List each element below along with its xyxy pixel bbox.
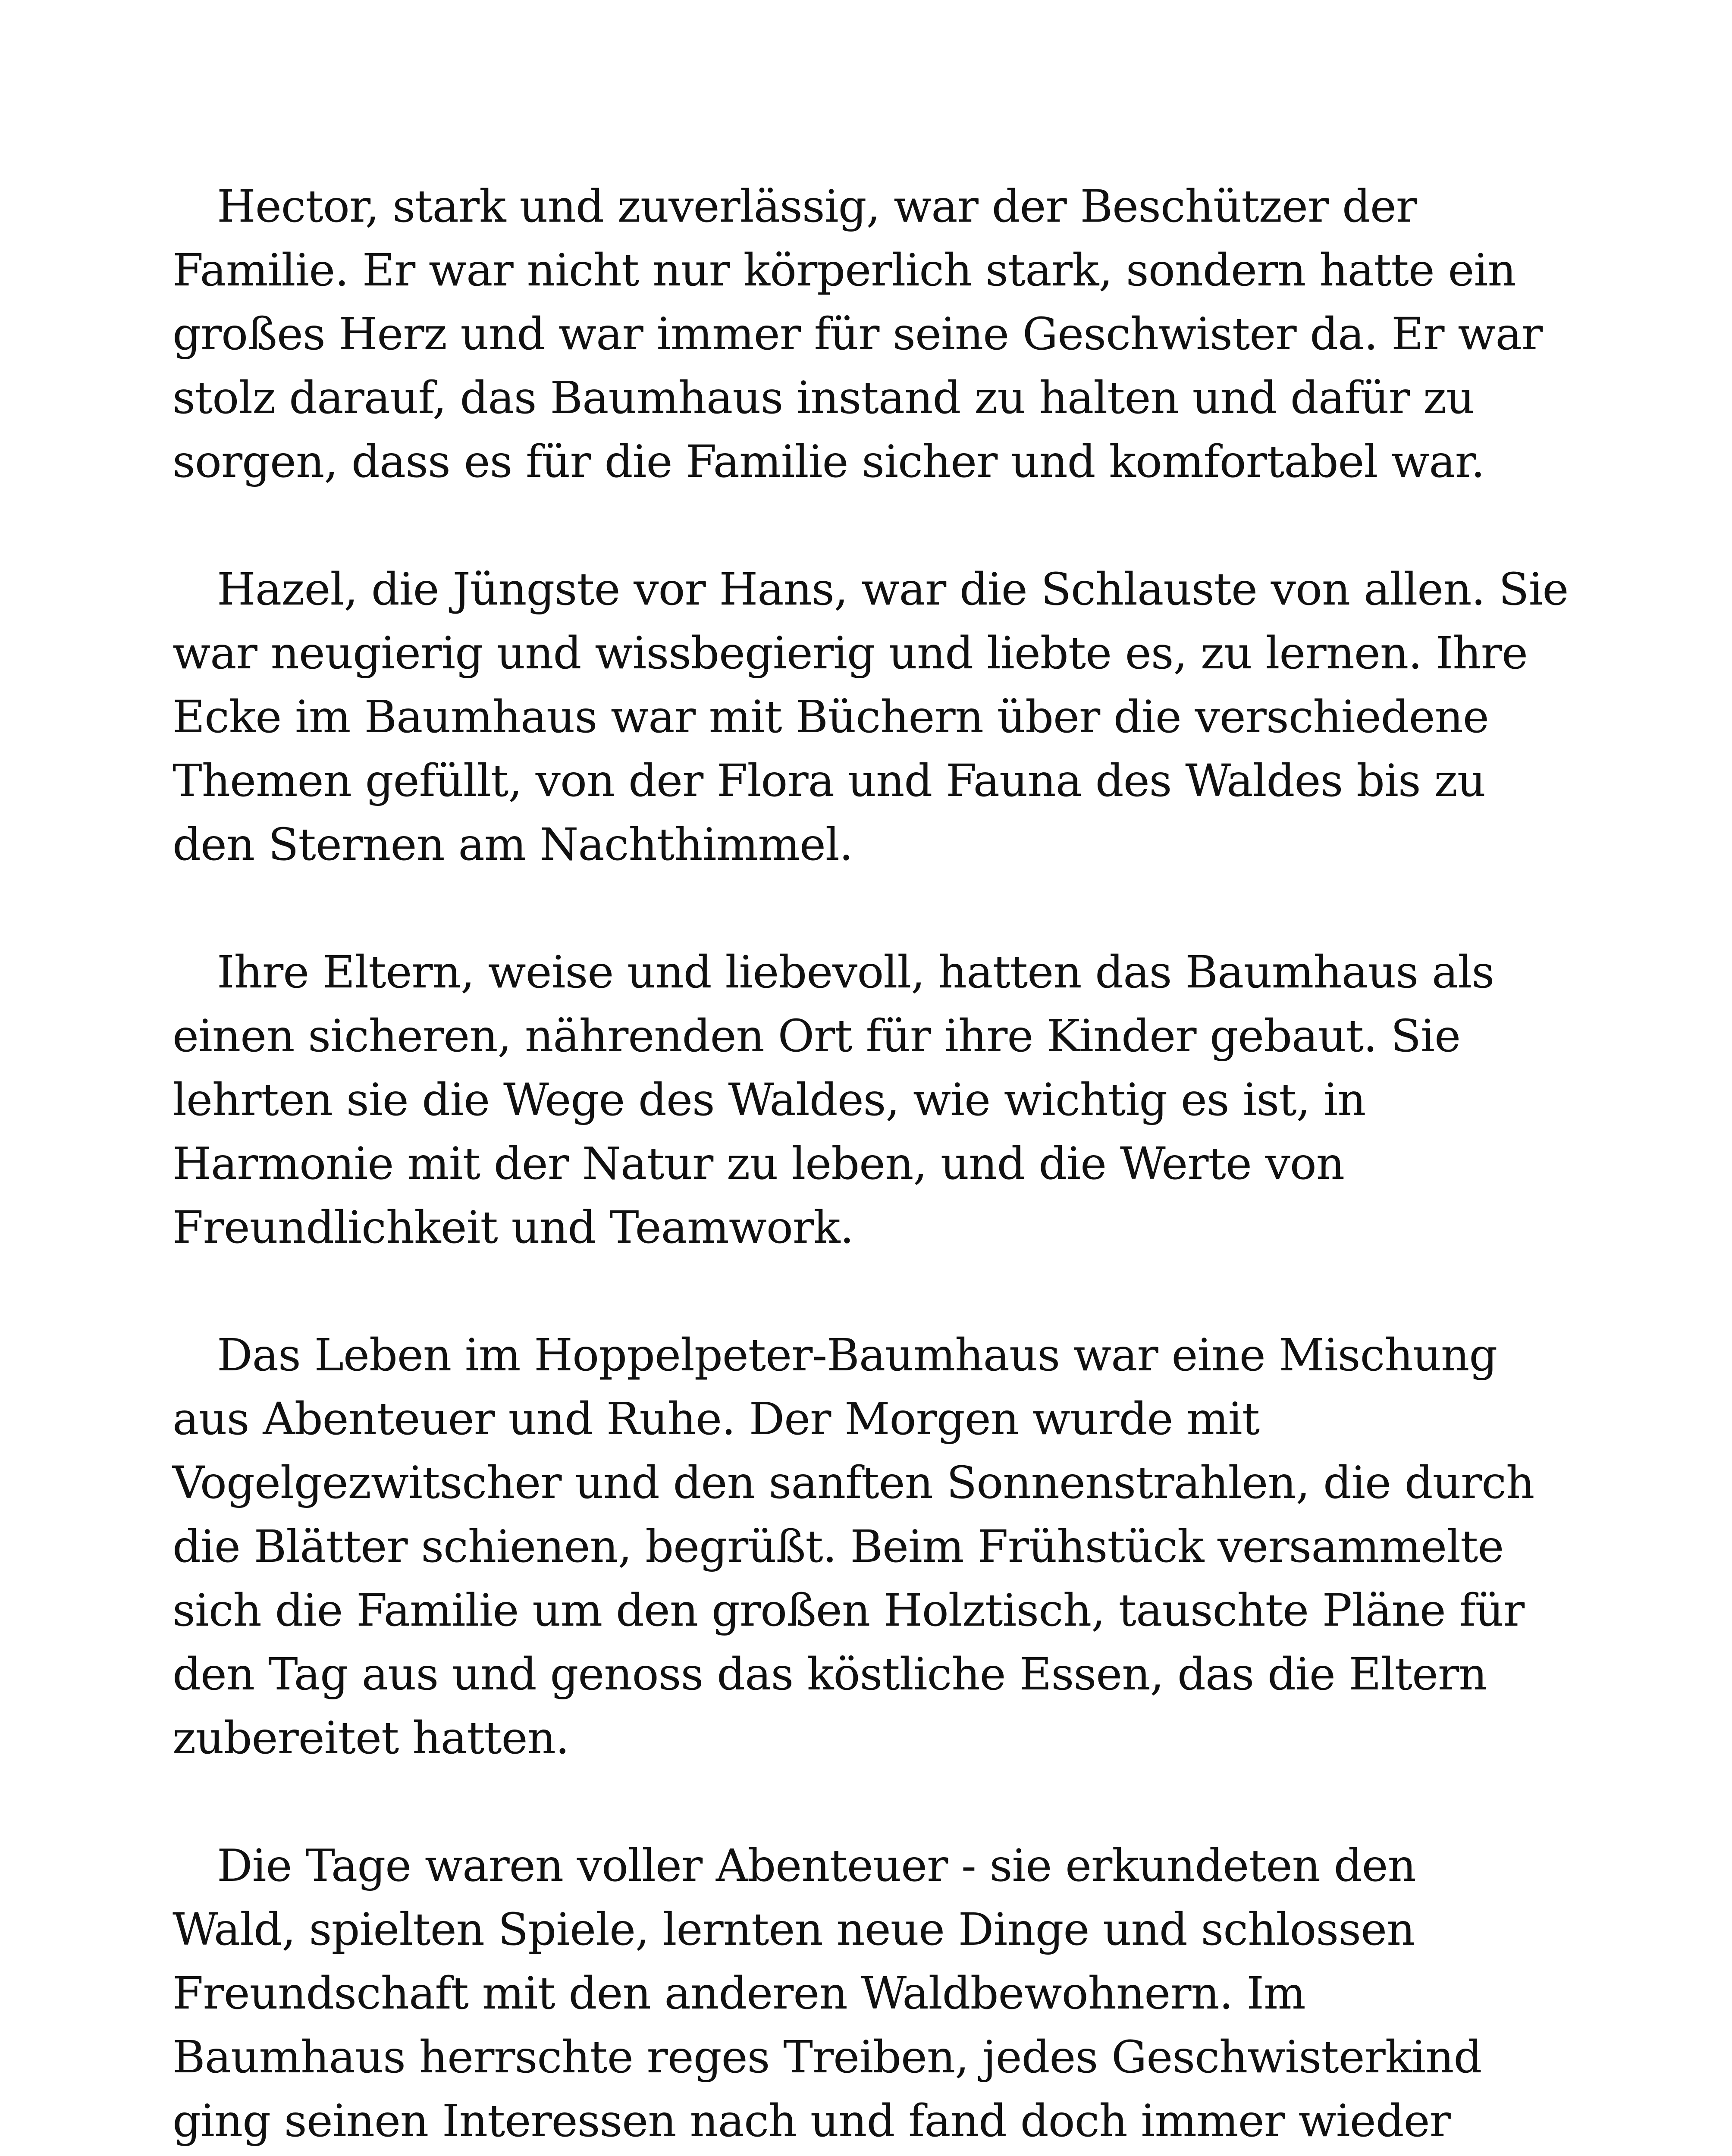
text-line: aus Abenteuer und Ruhe. Der Morgen wurde mit bbox=[173, 1393, 1260, 1445]
text-line: lehrten sie die Wege des Waldes, wie wichtig es ist, in bbox=[173, 1074, 1366, 1126]
text-line: Familie. Er war nicht nur körperlich stark, sondern hatte ein bbox=[173, 244, 1516, 296]
paragraph-tage bbox=[173, 1834, 1604, 2153]
text-line: war neugierig und wissbegierig und liebte es, zu lernen. Ihre bbox=[173, 627, 1528, 679]
text-line: Baumhaus herrschte reges Treiben, jedes Geschwisterkind bbox=[173, 2031, 1482, 2083]
text-line: die Blätter schienen, begrüßt. Beim Frühstück versammelte bbox=[173, 1521, 1504, 1573]
text-line: Hazel, die Jüngste vor Hans, war die Schlauste von allen. Sie bbox=[217, 564, 1569, 615]
paragraph-leben bbox=[173, 1323, 1604, 1770]
text-line: sich die Familie um den großen Holztisch, tauschte Pläne für bbox=[173, 1585, 1525, 1636]
text-line: ging seinen Interessen nach und fand doch immer wieder bbox=[173, 2095, 1450, 2147]
text-line: zubereitet hatten. bbox=[173, 1712, 569, 1764]
text-line: sorgen, dass es für die Familie sicher und komfortabel war. bbox=[173, 436, 1485, 488]
text-line: Ihre Eltern, weise und liebevoll, hatten das Baumhaus als bbox=[217, 946, 1494, 998]
text-line: den Sternen am Nachthimmel. bbox=[173, 819, 853, 871]
text-line: Die Tage waren voller Abenteuer - sie erkundeten den bbox=[217, 1840, 1416, 1892]
paragraph-hector bbox=[173, 175, 1604, 494]
text-line: einen sicheren, nährenden Ort für ihre Kinder gebaut. Sie bbox=[173, 1010, 1461, 1062]
text-line: Harmonie mit der Natur zu leben, und die Werte von bbox=[173, 1138, 1345, 1190]
text-line: Themen gefüllt, von der Flora und Fauna des Waldes bis zu bbox=[173, 755, 1486, 807]
paragraph-eltern bbox=[173, 940, 1604, 1260]
text-line: Freundschaft mit den anderen Waldbewohnern. Im bbox=[173, 1968, 1305, 2019]
text-line: den Tag aus und genoss das köstliche Essen, das die Eltern bbox=[173, 1648, 1487, 1700]
text-line: Ecke im Baumhaus war mit Büchern über die verschiedene bbox=[173, 691, 1489, 743]
paragraph-hazel bbox=[173, 558, 1604, 877]
text-line: Freundlichkeit und Teamwork. bbox=[173, 1202, 854, 1253]
text-line: stolz darauf, das Baumhaus instand zu halten und dafür zu bbox=[173, 372, 1475, 424]
body-text bbox=[173, 175, 1604, 2156]
text-line: großes Herz und war immer für seine Geschwister da. Er war bbox=[173, 308, 1543, 360]
text-line: Wald, spielten Spiele, lernten neue Dinge und schlossen bbox=[173, 1904, 1415, 1955]
text-line: Vogelgezwitscher und den sanften Sonnenstrahlen, die durch bbox=[173, 1457, 1534, 1509]
text-line: Das Leben im Hoppelpeter-Baumhaus war eine Mischung bbox=[217, 1329, 1497, 1381]
text-line: Hector, stark und zuverlässig, war der Beschützer der bbox=[217, 181, 1417, 232]
